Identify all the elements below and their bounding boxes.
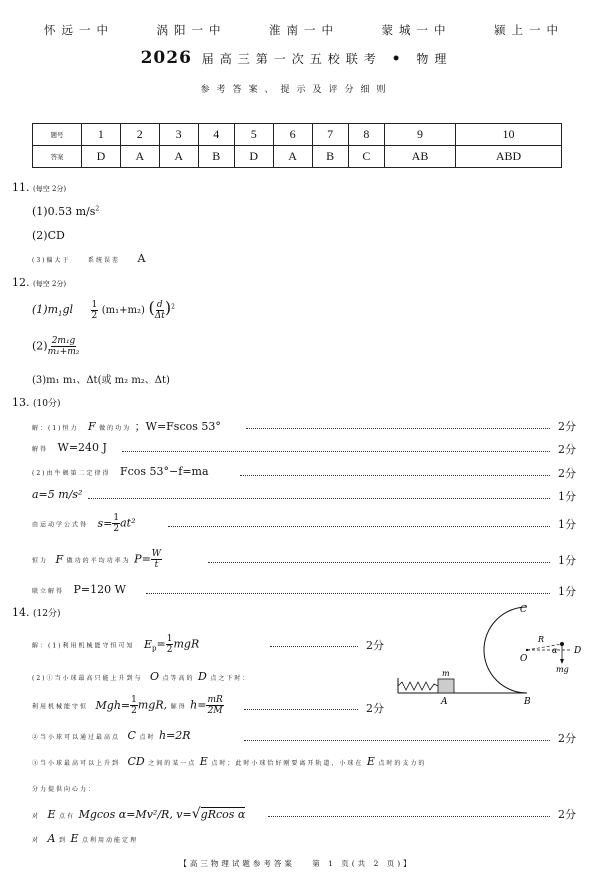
line-text: 点时；此时小球恰好刚要离开轨道，小球在 [211,760,364,767]
equation: P=120 W [73,583,126,596]
score-label: 2分 [558,808,576,821]
subscript: 1 [58,310,63,319]
line-text: 之间的某一点 [148,760,197,767]
score-label: 2分 [558,732,576,745]
table-row [33,146,562,168]
table-cell: 2 [120,124,159,146]
fraction-den: 2 [91,310,98,321]
line-text: 联立解得 [32,588,65,595]
block-m [438,679,454,693]
label-alpha: α [552,646,558,655]
school-name: 涡阳一中 [156,23,227,37]
q13-line-2 [32,441,107,454]
table-cell: B [312,146,348,168]
fraction-num: 1 [113,513,120,523]
superscript: 2 [95,205,100,213]
spring-icon [398,682,438,690]
score-label: 1分 [558,585,576,598]
fraction-den: 2 [166,645,173,655]
dot-leader [246,428,550,429]
table-cell: C [348,146,384,168]
points-note: (10分) [33,399,61,409]
table-cell: 1 [82,124,121,146]
fraction [155,300,165,321]
fraction-num: 1 [91,299,98,310]
dot-leader [146,593,550,594]
var: A [47,832,56,845]
label-b: B [524,697,531,707]
q13-line-6 [32,549,162,570]
line-text: 点有 [59,813,76,820]
fraction-num: 1 [131,695,137,705]
q14-line-3 [32,695,224,716]
table-cell: 7 [312,124,348,146]
var: F [55,552,64,566]
var: F [88,420,96,433]
answer-text: (1)m [32,303,59,316]
line-text: 解：(1)利用机械能守恒可知 [32,642,135,650]
score-label: 1分 [558,518,576,531]
answer-text: (3)偏大于 [32,257,71,264]
school-list [44,22,564,38]
title-text: 届高三第一次五校联考 [201,52,382,66]
q14-line-8 [32,832,138,845]
question-number: 12. [12,276,30,289]
score-label: 2分 [366,702,384,715]
school-name: 蒙城一中 [381,23,452,37]
table-cell: 3 [159,124,198,146]
line-text: (2)①当小球最高只能上升到与 [32,675,143,682]
q13-line-4 [32,488,82,501]
fraction-den: 2 [131,706,137,716]
physics-diagram [392,600,588,712]
equation: at² [120,516,136,530]
answer-text: gl [62,303,74,316]
question-number: 11. [12,181,30,194]
line-text: 做功的平均功率为 [66,557,131,565]
answer-text: (1)0.53 m/s [32,205,96,218]
q13-line-1 [32,418,221,434]
fraction-den: 2M [207,706,223,716]
label-mg: mg [556,665,569,674]
var: CD [127,755,145,768]
answer-text: 系统误差 [88,257,121,264]
table-cell: 5 [234,124,273,146]
points-note: (12分) [33,609,61,619]
dot-leader [244,709,358,710]
dot-leader [244,740,550,741]
equation: mgR, [137,698,168,712]
var: E [70,832,79,845]
page-subtitle: 参考答案、提示及评分细则 [200,85,393,95]
table-cell: D [234,146,273,168]
var: C [127,729,136,742]
table-cell: A [120,146,159,168]
line-text: ②当小球可以通过最高点 [32,734,121,741]
equation: mgR [173,637,200,651]
subscript: p [152,644,157,653]
q11-answer-2: (2)CD [32,229,65,242]
table-cell: 6 [273,124,312,146]
answer-text: A [137,252,146,265]
label-m: m [442,669,450,678]
q14-line-1 [32,634,199,655]
equation: E [144,637,153,651]
equation: = [156,637,166,651]
table-cell: 10 [456,124,562,146]
var: E [47,808,56,821]
school-name: 怀远一中 [44,23,114,37]
line-text: 对 [32,813,41,820]
score-label: 2分 [558,467,576,480]
q12-answer-2 [32,336,79,357]
semicircle-track [484,607,527,693]
answer-text: (m₁+m₂) [101,305,145,316]
equation: ；W=Fscos 53° [134,420,221,433]
school-name: 淮南一中 [269,23,339,37]
label-d: D [574,646,582,656]
fraction [112,513,120,534]
fraction [91,300,99,321]
footer-page: 第 1 页(共 2 页)】 [312,859,414,868]
line-text: 解得 [32,446,49,453]
line-text: 利用机械能守恒 [32,703,89,711]
var: D [198,670,207,683]
dot-leader [122,451,550,452]
q14-line-5 [32,755,426,768]
fraction-den: 2 [113,524,120,534]
fraction-den: t [154,560,159,570]
q14-line-6 [32,781,96,794]
q14-line-7: 对 E 点有 Mgcos α=Mv²/R, v=√gRcos α [32,806,246,822]
q13-line-7 [32,583,126,596]
fraction [130,695,138,716]
equation: Fcos 53°−f=ma [120,465,209,478]
line-text: 到 [58,837,67,844]
line-text: 由运动学公式得 [32,521,89,529]
equation: Mgcos α=Mv²/R, v= [78,808,192,821]
score-label: 2分 [366,639,384,652]
line-text: ③当小球最高可以上升到 [32,760,121,767]
dot-leader [240,475,550,476]
table-header-cell: 题号 [33,124,82,146]
fraction-den: m₁+m₂ [47,347,80,357]
question-number: 14. [12,606,30,619]
line-text: 点时 [139,734,156,741]
table-row [33,124,562,146]
table-cell: 4 [198,124,234,146]
superscript: 2 [171,303,175,311]
arrow-head-icon [560,659,564,664]
fraction [206,695,223,716]
line-text: 点之下时： [210,675,251,682]
table-header-cell: 答案 [33,146,82,168]
question-number: 13. [12,396,30,409]
var: E [199,755,208,768]
q11-heading [12,181,66,194]
fraction [48,336,80,357]
equation: P= [134,552,151,566]
table-cell: 9 [385,124,456,146]
score-label: 1分 [558,490,576,503]
var: E [366,755,375,768]
q14-line-2 [32,670,250,683]
ball-e [560,642,564,646]
table-cell: A [159,146,198,168]
q13-line-5 [32,513,136,534]
q13-heading [12,396,60,409]
fraction [151,549,162,570]
dot-leader [208,562,550,563]
dot-leader [270,646,358,647]
line-text: 点利用动能定理 [82,837,139,844]
equation: h=2R [158,729,191,742]
score-label: 2分 [558,443,576,456]
line-text: 恒力 [32,557,49,565]
q12-heading [12,276,66,289]
label-r: R [538,635,545,644]
line-text: 点时的支力的 [378,760,427,767]
table-cell: ABD [456,146,562,168]
q13-line-3 [32,465,209,478]
title-dot: • [391,51,407,67]
fraction-num: d [156,299,163,310]
line-text: 做的功为 [99,425,132,432]
fraction-den: Δt [154,310,165,321]
line-text: 解：(1)恒力 [32,425,79,432]
label-a: A [441,697,448,707]
school-name: 颍上一中 [494,23,564,37]
title-year: 2026 [140,48,192,68]
q14-line-4 [32,729,191,742]
fraction-num: 2m₁g [51,336,76,346]
score-label: 1分 [558,554,576,567]
q12-answer-1: $(1)m_1gl$ $\frac{1}{2}$ (m₁+m₂) ( $\frac{d}{\Delta t}$ )$^2$ [32,298,175,321]
line-text: 点等高的 [162,675,195,682]
fraction-num: W [151,549,162,559]
label-o: O [520,654,528,664]
answer-table [32,123,562,168]
equation: h= [190,698,207,712]
page-footer [0,858,593,869]
equation: W=240 J [57,441,107,454]
q11-answer-1 [32,205,99,218]
dot-leader [88,498,550,499]
q14-heading [12,606,60,619]
table-cell: A [273,146,312,168]
title-subject: 物理 [416,52,453,66]
table-cell: AB [385,146,456,168]
points-note: (每空 2分) [33,280,67,288]
equation: a=5 m/s² [32,488,83,501]
equation: s= [97,516,113,530]
line-text: 对 [32,837,41,844]
page-title [0,48,593,68]
line-text: (2)由牛顿第二定律得 [32,470,111,477]
dot-leader [168,526,550,527]
q12-answer-3: (3)m₁ m₁、Δt(或 m₂ m₂、Δt) [32,375,170,386]
fraction-num: mR [207,695,223,705]
fraction-num: 1 [166,634,173,644]
table-cell: D [82,146,121,168]
sqrt-content: gRcos α [200,808,246,821]
line-text: 分力提供向心力： [32,786,97,793]
line-text: 解得 [170,703,187,711]
label-c: C [520,605,527,615]
q11-answer-3 [32,252,145,265]
equation: Mgh= [95,698,131,712]
table-cell: B [198,146,234,168]
points-note: (每空 2分) [33,185,67,193]
table-cell: 8 [348,124,384,146]
var: O [150,670,160,683]
footer-text: 【高三物理试题参考答案 [179,859,295,868]
score-label: 2分 [558,420,576,433]
answer-text: (2) [32,339,48,353]
dot-leader [268,816,550,817]
